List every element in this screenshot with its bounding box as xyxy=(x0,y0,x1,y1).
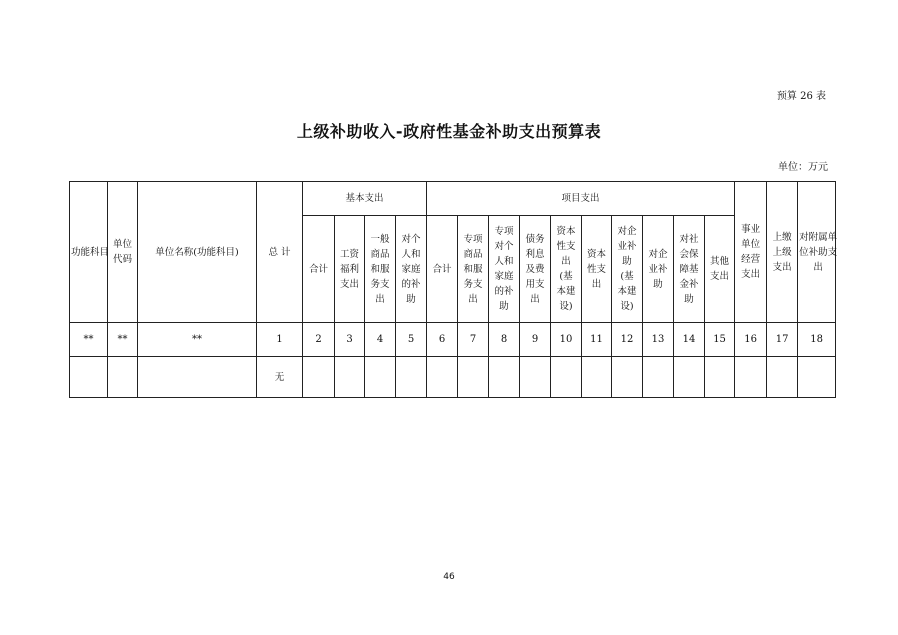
data-cell xyxy=(458,357,489,398)
data-cell xyxy=(489,357,520,398)
header-unit-name: 单位名称(功能科目) xyxy=(138,182,257,323)
index-cell: 17 xyxy=(767,323,798,357)
data-cell xyxy=(365,357,396,398)
index-cell: 15 xyxy=(705,323,735,357)
index-cell: 12 xyxy=(612,323,643,357)
data-cell xyxy=(551,357,582,398)
header-basic-2: 一般商品和服务支出 xyxy=(365,216,396,323)
index-cell: 16 xyxy=(735,323,767,357)
header-project-4: 资本性支出(基本建设) xyxy=(551,216,582,323)
data-row xyxy=(70,357,836,398)
header-basic-group: 基本支出 xyxy=(303,182,427,216)
index-cell: 18 xyxy=(798,323,836,357)
data-cell xyxy=(70,357,108,398)
header-project-2: 专项对个人和家庭的补助 xyxy=(489,216,520,323)
data-cell xyxy=(735,357,767,398)
page-title: 上级补助收入-政府性基金补助支出预算表 xyxy=(296,122,602,141)
header-basic-3: 对个人和家庭的补助 xyxy=(396,216,427,323)
data-cell xyxy=(520,357,551,398)
index-cell: ** xyxy=(138,323,257,357)
header-biz-ops: 事业单位经营支出 xyxy=(735,182,767,323)
index-cell: 14 xyxy=(674,323,705,357)
data-cell xyxy=(582,357,612,398)
header-total: 总 计 xyxy=(257,182,303,323)
index-cell: 3 xyxy=(335,323,365,357)
index-cell: ** xyxy=(108,323,138,357)
data-cell xyxy=(705,357,735,398)
header-project-1: 专项商品和服务支出 xyxy=(458,216,489,323)
header-basic-0: 合计 xyxy=(303,216,335,323)
header-row-1 xyxy=(70,182,836,216)
index-cell: 11 xyxy=(582,323,612,357)
unit-label: 单位：万元 xyxy=(778,162,828,173)
data-cell xyxy=(612,357,643,398)
header-project-5: 资本性支出 xyxy=(582,216,612,323)
index-cell: 6 xyxy=(427,323,458,357)
header-project-3: 债务利息及费用支出 xyxy=(520,216,551,323)
header-func-code: 功能科目 xyxy=(70,182,108,323)
header-project-6: 对企业补助(基本建设) xyxy=(612,216,643,323)
budget-table xyxy=(69,181,836,398)
index-cell: 13 xyxy=(643,323,674,357)
header-basic-1: 工资福利支出 xyxy=(335,216,365,323)
data-cell xyxy=(767,357,798,398)
header-project-group: 项目支出 xyxy=(427,182,735,216)
data-cell xyxy=(396,357,427,398)
form-number: 预算 26 表 xyxy=(776,91,826,102)
data-cell xyxy=(335,357,365,398)
data-cell xyxy=(674,357,705,398)
data-cell xyxy=(798,357,836,398)
header-project-7: 对企业补助 xyxy=(643,216,674,323)
header-project-0: 合计 xyxy=(427,216,458,323)
index-cell: 10 xyxy=(551,323,582,357)
data-cell xyxy=(108,357,138,398)
data-cell xyxy=(138,357,257,398)
header-subsidy: 对附属单位补助支出 xyxy=(798,182,836,323)
data-cell-total: 无 xyxy=(257,357,303,398)
index-cell: 7 xyxy=(458,323,489,357)
data-cell xyxy=(643,357,674,398)
index-cell: 4 xyxy=(365,323,396,357)
index-cell: 8 xyxy=(489,323,520,357)
data-cell xyxy=(303,357,335,398)
index-cell: ** xyxy=(70,323,108,357)
header-project-8: 对社会保障基金补助 xyxy=(674,216,705,323)
data-cell xyxy=(427,357,458,398)
index-cell: 9 xyxy=(520,323,551,357)
index-row xyxy=(70,323,836,357)
header-upper: 上缴上级支出 xyxy=(767,182,798,323)
header-unit-code: 单位代码 xyxy=(108,182,138,323)
page-number: 46 xyxy=(443,572,455,582)
index-cell: 2 xyxy=(303,323,335,357)
index-cell: 1 xyxy=(257,323,303,357)
header-project-9: 其他支出 xyxy=(705,216,735,323)
index-cell: 5 xyxy=(396,323,427,357)
